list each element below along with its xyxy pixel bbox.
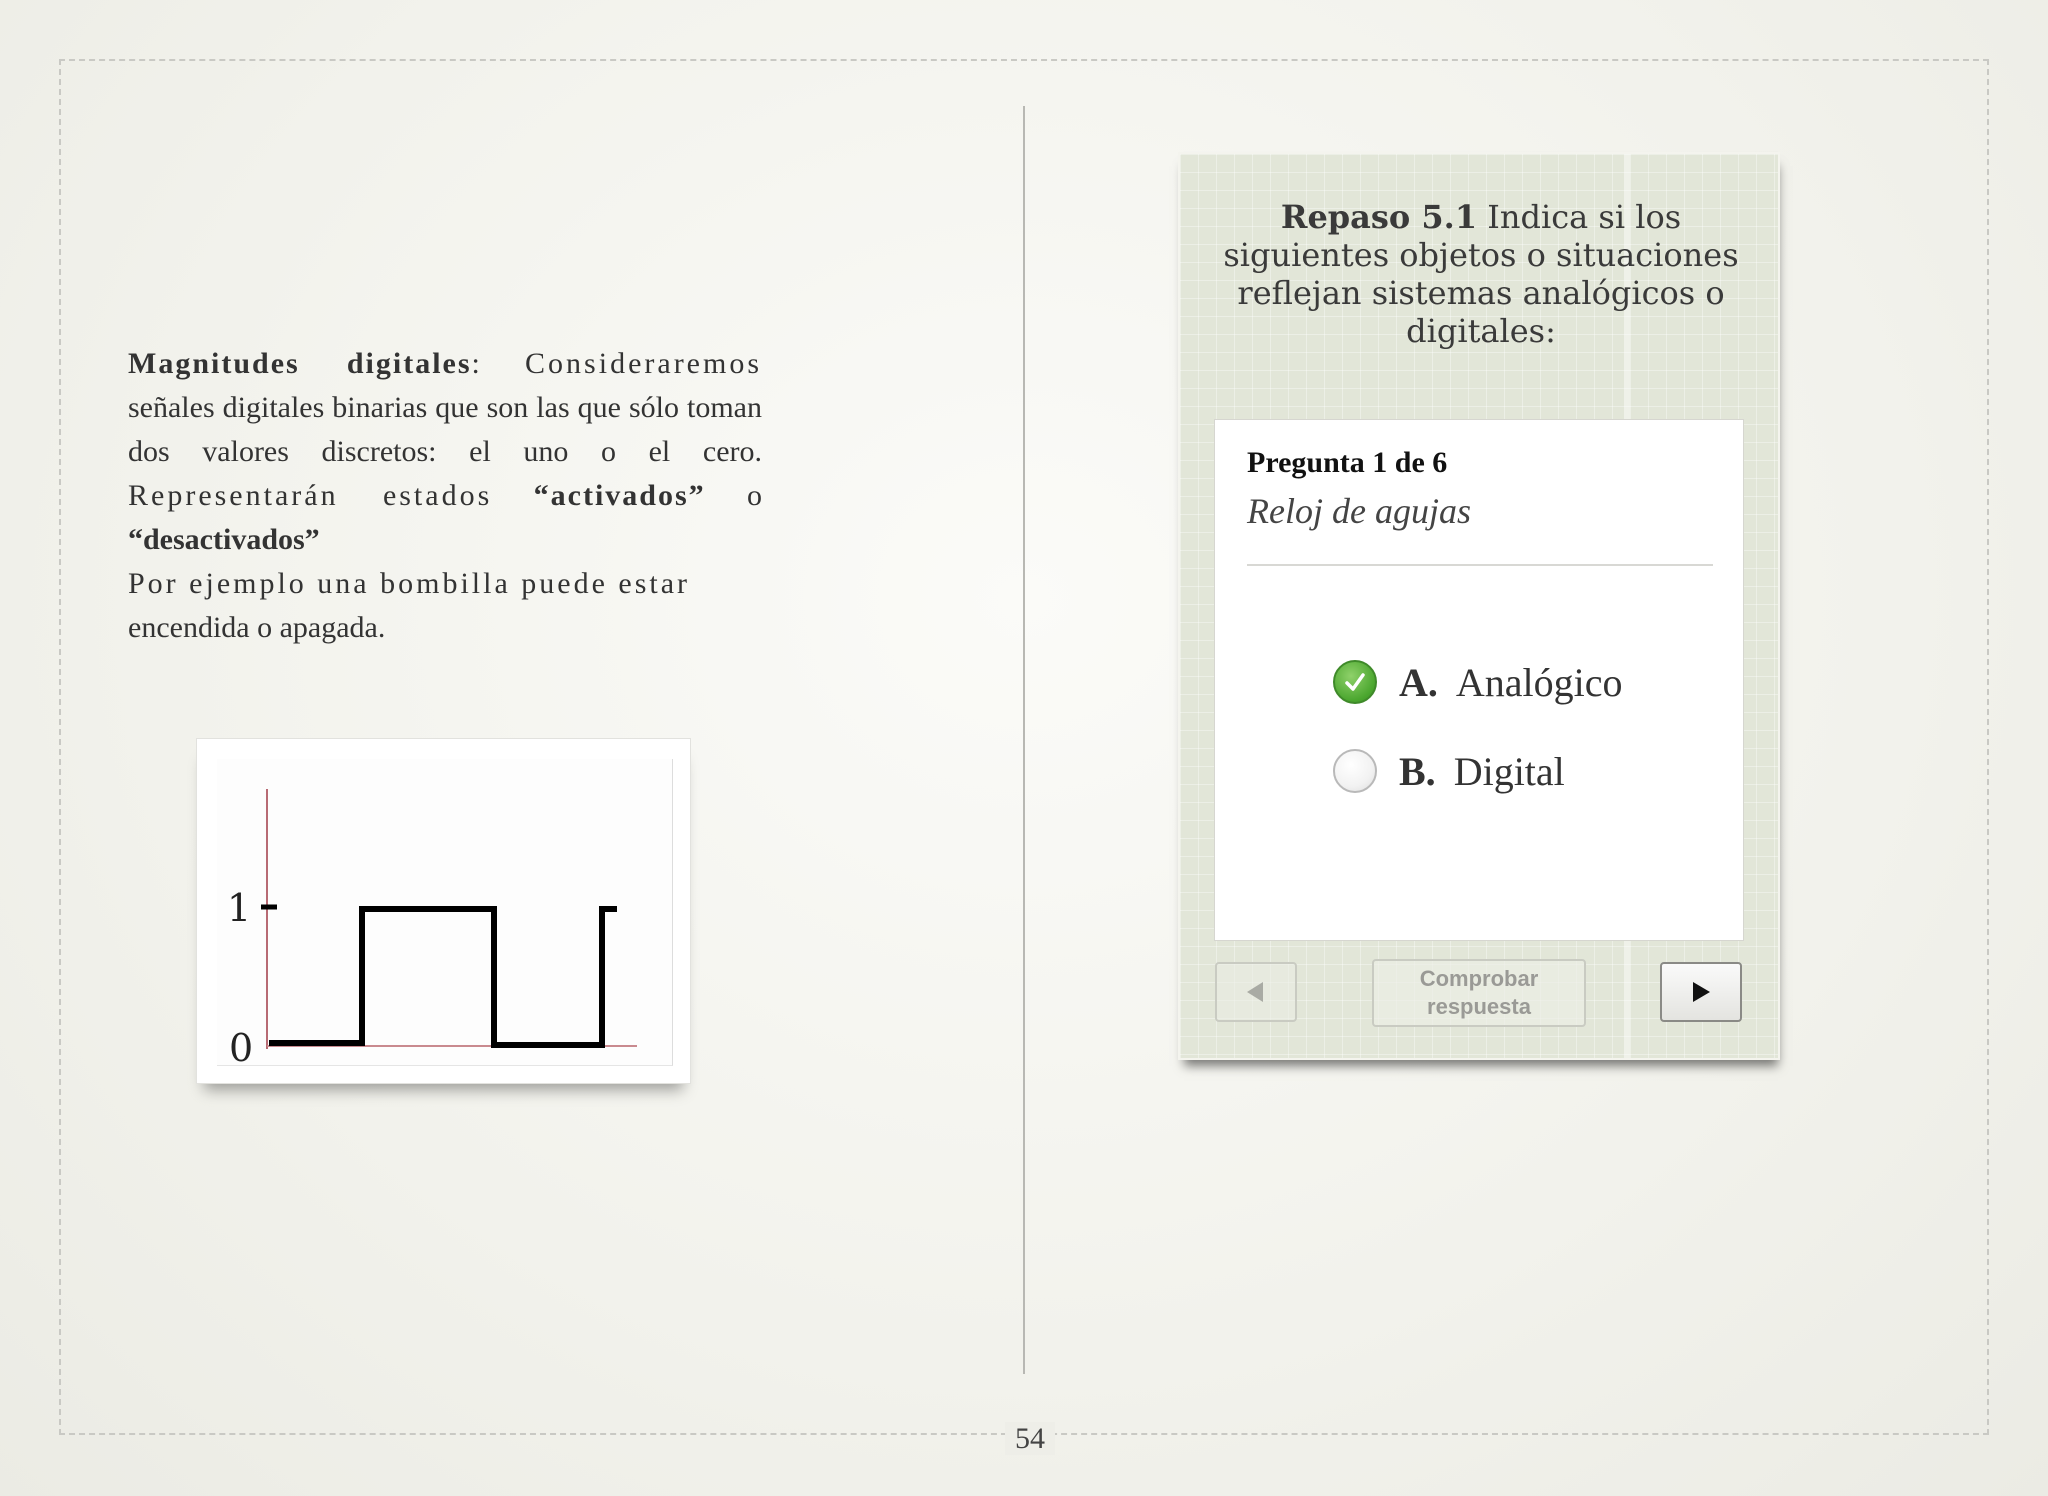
check-answer-button[interactable] xyxy=(1372,959,1586,1027)
option-label: Analógico xyxy=(1455,659,1623,705)
triangle-right-icon xyxy=(1688,979,1714,1005)
next-question-button[interactable] xyxy=(1660,962,1742,1022)
page-number: 54 xyxy=(990,1422,1070,1456)
square-wave-graphic xyxy=(217,759,672,1065)
text-fragment: señales digitales binarias que son las que sólo xyxy=(128,391,679,424)
quiz-title-number: Repaso 5.1 xyxy=(1280,198,1478,236)
book-spine xyxy=(1023,106,1025,1374)
text-fragment: Representarán estados xyxy=(128,479,493,512)
previous-question-button[interactable] xyxy=(1215,962,1297,1022)
option-b[interactable] xyxy=(1333,746,1565,796)
paragraph-definition: Magnitudes digitales: Consideraremos señales digitales binarias que son las que sólo toman dos valores discretos: el uno o el cero. Representarán estados “activados” o “desactivados” xyxy=(128,347,763,556)
paragraph-example-end xyxy=(128,606,762,650)
square-wave-signal xyxy=(269,909,617,1045)
question-divider xyxy=(1247,564,1713,566)
quiz-title xyxy=(1220,198,1742,350)
text-fragment: Por ejemplo una bombilla puede estar xyxy=(128,567,691,600)
option-letter: B. xyxy=(1399,748,1436,794)
text-fragment: Consideraremos xyxy=(525,347,763,380)
paragraph-example xyxy=(128,562,762,606)
option-label: Digital xyxy=(1453,748,1565,794)
radio-checked-icon[interactable] xyxy=(1333,660,1377,704)
quiz-widget xyxy=(1178,152,1780,1060)
option-a[interactable] xyxy=(1333,657,1623,707)
question-text: Reloj de agujas xyxy=(1247,491,1471,531)
tick-label-zero: 0 xyxy=(229,1026,254,1065)
triangle-left-icon xyxy=(1243,979,1269,1005)
option-letter: A. xyxy=(1399,659,1438,705)
square-wave-figure xyxy=(196,738,691,1084)
text-fragment: encendida o apagada. xyxy=(128,611,386,644)
quiz-title-text: Indica si los siguientes objetos o situaciones reflejan sistemas analógicos o digitales: xyxy=(1223,198,1739,350)
term-digital-magnitudes: Magnitudes digitales xyxy=(128,347,472,380)
question-counter: Pregunta 1 de 6 xyxy=(1247,446,1448,479)
check-answer-label-line1: Comprobar xyxy=(1419,966,1539,991)
body-text xyxy=(128,342,762,650)
term-deactivated: “desactivados” xyxy=(128,523,320,556)
text-fragment: toman dos valores discretos: el uno o el cero. xyxy=(128,391,762,468)
radio-unchecked-icon[interactable] xyxy=(1333,749,1377,793)
question-card xyxy=(1214,419,1744,941)
checkmark-icon xyxy=(1342,669,1368,695)
term-activated: “activados” xyxy=(533,479,706,512)
tick-label-one: 1 xyxy=(227,886,252,930)
text-fragment: o xyxy=(747,479,763,512)
check-answer-label-line2: respuesta xyxy=(1427,994,1531,1019)
